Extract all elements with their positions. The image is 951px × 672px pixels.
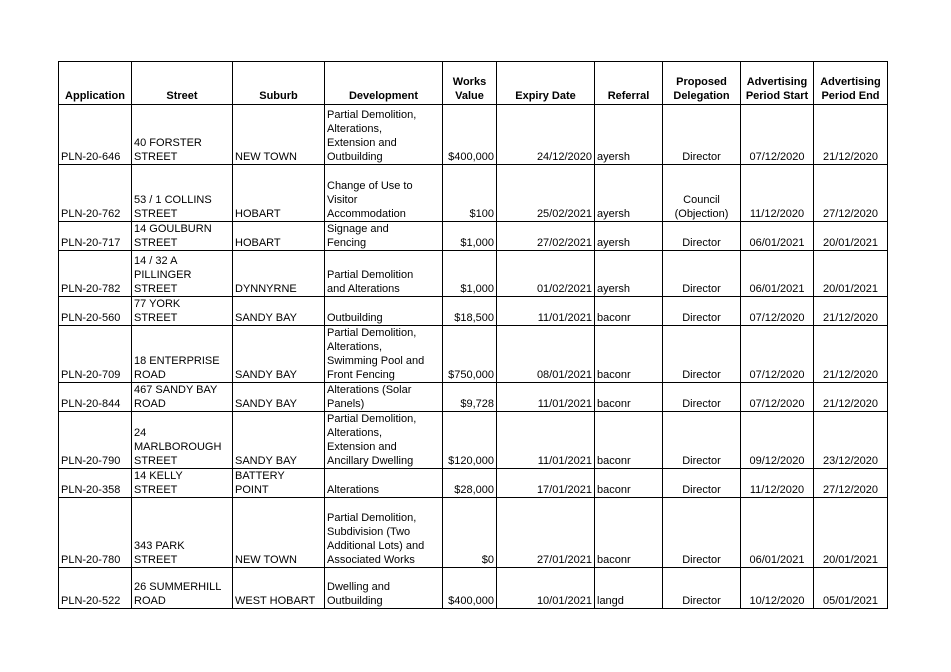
cell-referral: baconr (595, 498, 663, 568)
cell-delegation: Director (663, 105, 741, 165)
cell-suburb: HOBART (233, 165, 325, 222)
cell-delegation: Director (663, 568, 741, 609)
cell-street: 18 ENTERPRISE ROAD (132, 326, 233, 383)
cell-advertising-start: 07/12/2020 (741, 297, 814, 326)
cell-expiry-date: 25/02/2021 (497, 165, 595, 222)
cell-advertising-end: 21/12/2020 (814, 297, 888, 326)
cell-development: Partial Demolition, Alterations, Extension and Outbuilding (325, 105, 443, 165)
cell-delegation: Director (663, 326, 741, 383)
cell-referral: langd (595, 568, 663, 609)
cell-expiry-date: 10/01/2021 (497, 568, 595, 609)
table-row (59, 105, 888, 165)
cell-development: Signage and Fencing (325, 222, 443, 251)
col-header-suburb: Suburb (233, 62, 325, 105)
table-row (59, 498, 888, 568)
cell-advertising-start: 11/12/2020 (741, 469, 814, 498)
cell-referral: baconr (595, 326, 663, 383)
cell-expiry-date: 27/02/2021 (497, 222, 595, 251)
cell-suburb: SANDY BAY (233, 326, 325, 383)
cell-referral: baconr (595, 297, 663, 326)
col-header-advertising-end: Advertising Period End (814, 62, 888, 105)
cell-works-value: $1,000 (443, 251, 497, 297)
cell-development: Outbuilding (325, 297, 443, 326)
cell-application: PLN-20-522 (59, 568, 132, 609)
cell-suburb: SANDY BAY (233, 297, 325, 326)
cell-advertising-start: 06/01/2021 (741, 251, 814, 297)
cell-referral: ayersh (595, 165, 663, 222)
col-header-referral: Referral (595, 62, 663, 105)
cell-advertising-end: 05/01/2021 (814, 568, 888, 609)
cell-advertising-end: 20/01/2021 (814, 498, 888, 568)
col-header-application: Application (59, 62, 132, 105)
cell-works-value: $400,000 (443, 105, 497, 165)
cell-development: Dwelling and Outbuilding (325, 568, 443, 609)
cell-expiry-date: 17/01/2021 (497, 469, 595, 498)
cell-street: 14 GOULBURN STREET (132, 222, 233, 251)
cell-street: 40 FORSTER STREET (132, 105, 233, 165)
cell-street: 26 SUMMERHILL ROAD (132, 568, 233, 609)
cell-development: Alterations (Solar Panels) (325, 383, 443, 412)
cell-referral: ayersh (595, 105, 663, 165)
col-header-proposed-delegation: Proposed Delegation (663, 62, 741, 105)
cell-suburb: SANDY BAY (233, 412, 325, 469)
cell-application: PLN-20-560 (59, 297, 132, 326)
cell-street: 14 KELLY STREET (132, 469, 233, 498)
cell-delegation: Council (Objection) (663, 165, 741, 222)
planning-applications-table (58, 61, 888, 609)
cell-delegation: Director (663, 297, 741, 326)
table-row (59, 568, 888, 609)
col-header-expiry-date: Expiry Date (497, 62, 595, 105)
cell-application: PLN-20-646 (59, 105, 132, 165)
cell-suburb: WEST HOBART (233, 568, 325, 609)
table-row (59, 251, 888, 297)
cell-advertising-end: 20/01/2021 (814, 222, 888, 251)
cell-street: 24 MARLBOROUGH STREET (132, 412, 233, 469)
table-row (59, 326, 888, 383)
cell-advertising-start: 09/12/2020 (741, 412, 814, 469)
cell-referral: baconr (595, 412, 663, 469)
cell-advertising-end: 20/01/2021 (814, 251, 888, 297)
cell-street: 14 / 32 A PILLINGER STREET (132, 251, 233, 297)
cell-application: PLN-20-790 (59, 412, 132, 469)
cell-works-value: $750,000 (443, 326, 497, 383)
table-row (59, 165, 888, 222)
cell-works-value: $120,000 (443, 412, 497, 469)
cell-expiry-date: 27/01/2021 (497, 498, 595, 568)
cell-street: 467 SANDY BAY ROAD (132, 383, 233, 412)
table-row (59, 297, 888, 326)
cell-expiry-date: 08/01/2021 (497, 326, 595, 383)
cell-development: Change of Use to Visitor Accommodation (325, 165, 443, 222)
cell-advertising-end: 21/12/2020 (814, 326, 888, 383)
table-row (59, 469, 888, 498)
cell-advertising-end: 21/12/2020 (814, 105, 888, 165)
cell-street: 53 / 1 COLLINS STREET (132, 165, 233, 222)
cell-advertising-start: 11/12/2020 (741, 165, 814, 222)
cell-application: PLN-20-762 (59, 165, 132, 222)
cell-delegation: Director (663, 383, 741, 412)
cell-delegation: Director (663, 412, 741, 469)
cell-application: PLN-20-780 (59, 498, 132, 568)
cell-suburb: SANDY BAY (233, 383, 325, 412)
cell-application: PLN-20-358 (59, 469, 132, 498)
cell-advertising-start: 07/12/2020 (741, 326, 814, 383)
col-header-development: Development (325, 62, 443, 105)
cell-application: PLN-20-717 (59, 222, 132, 251)
table-row (59, 222, 888, 251)
cell-advertising-end: 23/12/2020 (814, 412, 888, 469)
cell-referral: ayersh (595, 222, 663, 251)
table-row (59, 383, 888, 412)
cell-development: Partial Demolition, Subdivision (Two Additional Lots) and Associated Works (325, 498, 443, 568)
cell-advertising-end: 21/12/2020 (814, 383, 888, 412)
header-row (59, 62, 888, 105)
cell-advertising-start: 07/12/2020 (741, 383, 814, 412)
cell-works-value: $100 (443, 165, 497, 222)
cell-advertising-start: 10/12/2020 (741, 568, 814, 609)
cell-works-value: $28,000 (443, 469, 497, 498)
cell-advertising-start: 06/01/2021 (741, 222, 814, 251)
col-header-advertising-start: Advertising Period Start (741, 62, 814, 105)
cell-application: PLN-20-844 (59, 383, 132, 412)
cell-works-value: $0 (443, 498, 497, 568)
cell-suburb: DYNNYRNE (233, 251, 325, 297)
cell-delegation: Director (663, 498, 741, 568)
cell-street: 343 PARK STREET (132, 498, 233, 568)
cell-delegation: Director (663, 251, 741, 297)
cell-street: 77 YORK STREET (132, 297, 233, 326)
cell-advertising-start: 07/12/2020 (741, 105, 814, 165)
cell-suburb: NEW TOWN (233, 105, 325, 165)
cell-works-value: $18,500 (443, 297, 497, 326)
cell-expiry-date: 24/12/2020 (497, 105, 595, 165)
cell-advertising-end: 27/12/2020 (814, 469, 888, 498)
col-header-works-value: Works Value (443, 62, 497, 105)
cell-development: Alterations (325, 469, 443, 498)
cell-expiry-date: 11/01/2021 (497, 297, 595, 326)
cell-delegation: Director (663, 469, 741, 498)
cell-advertising-end: 27/12/2020 (814, 165, 888, 222)
cell-expiry-date: 11/01/2021 (497, 412, 595, 469)
cell-expiry-date: 01/02/2021 (497, 251, 595, 297)
cell-application: PLN-20-782 (59, 251, 132, 297)
cell-suburb: HOBART (233, 222, 325, 251)
cell-referral: ayersh (595, 251, 663, 297)
cell-development: Partial Demolition and Alterations (325, 251, 443, 297)
cell-delegation: Director (663, 222, 741, 251)
cell-advertising-start: 06/01/2021 (741, 498, 814, 568)
cell-suburb: BATTERY POINT (233, 469, 325, 498)
table-row (59, 412, 888, 469)
cell-development: Partial Demolition, Alterations, Swimming Pool and Front Fencing (325, 326, 443, 383)
cell-development: Partial Demolition, Alterations, Extension and Ancillary Dwelling (325, 412, 443, 469)
cell-suburb: NEW TOWN (233, 498, 325, 568)
cell-works-value: $1,000 (443, 222, 497, 251)
cell-works-value: $400,000 (443, 568, 497, 609)
cell-referral: baconr (595, 469, 663, 498)
cell-referral: baconr (595, 383, 663, 412)
cell-application: PLN-20-709 (59, 326, 132, 383)
cell-works-value: $9,728 (443, 383, 497, 412)
cell-expiry-date: 11/01/2021 (497, 383, 595, 412)
col-header-street: Street (132, 62, 233, 105)
